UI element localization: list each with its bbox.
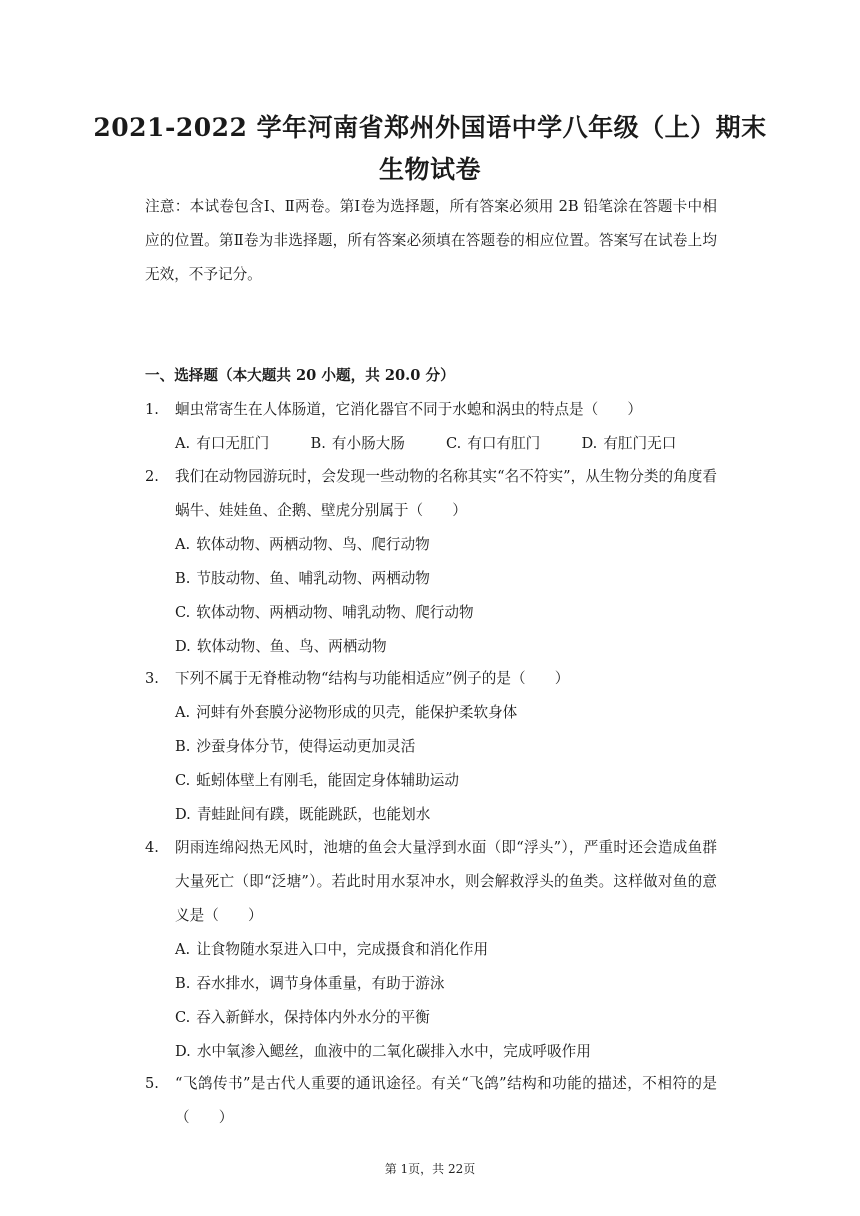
question-stem: 阴雨连绵闷热无风时，池塘的鱼会大量浮到水面（即“浮头”），严重时还会造成鱼群大量死亡（即“泛塘”）。若此时用水泵冲水，则会解救浮头的鱼类。这样做对鱼的意义是（ ） bbox=[175, 839, 717, 924]
question-number: 2. bbox=[145, 468, 159, 485]
option-d: D. 青蛙趾间有蹼，既能跳跃，也能划水 bbox=[175, 806, 431, 823]
question-number: 3. bbox=[145, 670, 159, 687]
question-4 bbox=[145, 831, 717, 1069]
exam-notice: 注意：本试卷包含Ⅰ、Ⅱ两卷。第Ⅰ卷为选择题，所有答案必须用 2B 铅笔涂在答题卡中相应的位置。第Ⅱ卷为非选择题，所有答案必须填在答题卷的相应位置。答案写在试卷上均无效，不予记分。 bbox=[145, 198, 717, 283]
option-c: C. 吞入新鲜水，保持体内外水分的平衡 bbox=[175, 1009, 430, 1026]
question-stem: “飞鸽传书”是古代人重要的通讯途径。有关“飞鸽”结构和功能的描述，不相符的是（ ） bbox=[175, 1075, 717, 1126]
option-a: A. 有口无肛门 bbox=[175, 435, 270, 452]
question-1 bbox=[145, 393, 717, 461]
option-c: C. 蚯蚓体壁上有刚毛，能固定身体辅助运动 bbox=[175, 772, 459, 789]
question-stem: 我们在动物园游玩时，会发现一些动物的名称其实“名不符实”，从生物分类的角度看蜗牛、娃娃鱼、企鹅、壁虎分别属于（ ） bbox=[175, 468, 717, 519]
question-number: 1. bbox=[145, 401, 159, 418]
option-a: A. 河蚌有外套膜分泌物形成的贝壳，能保护柔软身体 bbox=[175, 704, 518, 721]
option-d: D. 有肛门无口 bbox=[581, 435, 677, 452]
question-3 bbox=[145, 662, 717, 832]
exam-title-line-1: 2021-2022 学年河南省郑州外国语中学八年级（上）期末 bbox=[93, 113, 767, 142]
question-number: 4. bbox=[145, 839, 159, 856]
option-c: C. 软体动物、两栖动物、哺乳动物、爬行动物 bbox=[175, 604, 474, 621]
section-title: 一、选择题（本大题共 20 小题，共 20.0 分） bbox=[145, 367, 455, 384]
option-b: B. 吞水排水，调节身体重量，有助于游泳 bbox=[175, 975, 445, 992]
question-number: 5. bbox=[145, 1075, 159, 1092]
exam-title-line-2: 生物试卷 bbox=[378, 155, 481, 184]
page-footer: 第 1页，共 22页 bbox=[384, 1162, 476, 1176]
option-d: D. 水中氧渗入鳃丝，血液中的二氧化碳排入水中，完成呼吸作用 bbox=[175, 1043, 591, 1060]
option-b: B. 沙蚕身体分节，使得运动更加灵活 bbox=[175, 738, 416, 755]
question-stem: 蛔虫常寄生在人体肠道，它消化器官不同于水螅和涡虫的特点是（ ） bbox=[175, 401, 643, 418]
option-a: A. 软体动物、两栖动物、鸟、爬行动物 bbox=[175, 536, 430, 553]
question-stem: 下列不属于无脊椎动物“结构与功能相适应”例子的是（ ） bbox=[175, 670, 570, 687]
option-b: B. 有小肠大肠 bbox=[310, 435, 405, 452]
option-row bbox=[175, 427, 717, 461]
option-c: C. 有口有肛门 bbox=[446, 435, 541, 452]
question-2 bbox=[145, 460, 717, 664]
option-d: D. 软体动物、鱼、鸟、两栖动物 bbox=[175, 638, 387, 655]
option-a: A. 让食物随水泵进入口中，完成摄食和消化作用 bbox=[175, 941, 489, 958]
option-b: B. 节肢动物、鱼、哺乳动物、两栖动物 bbox=[175, 570, 430, 587]
question-5 bbox=[145, 1067, 717, 1135]
